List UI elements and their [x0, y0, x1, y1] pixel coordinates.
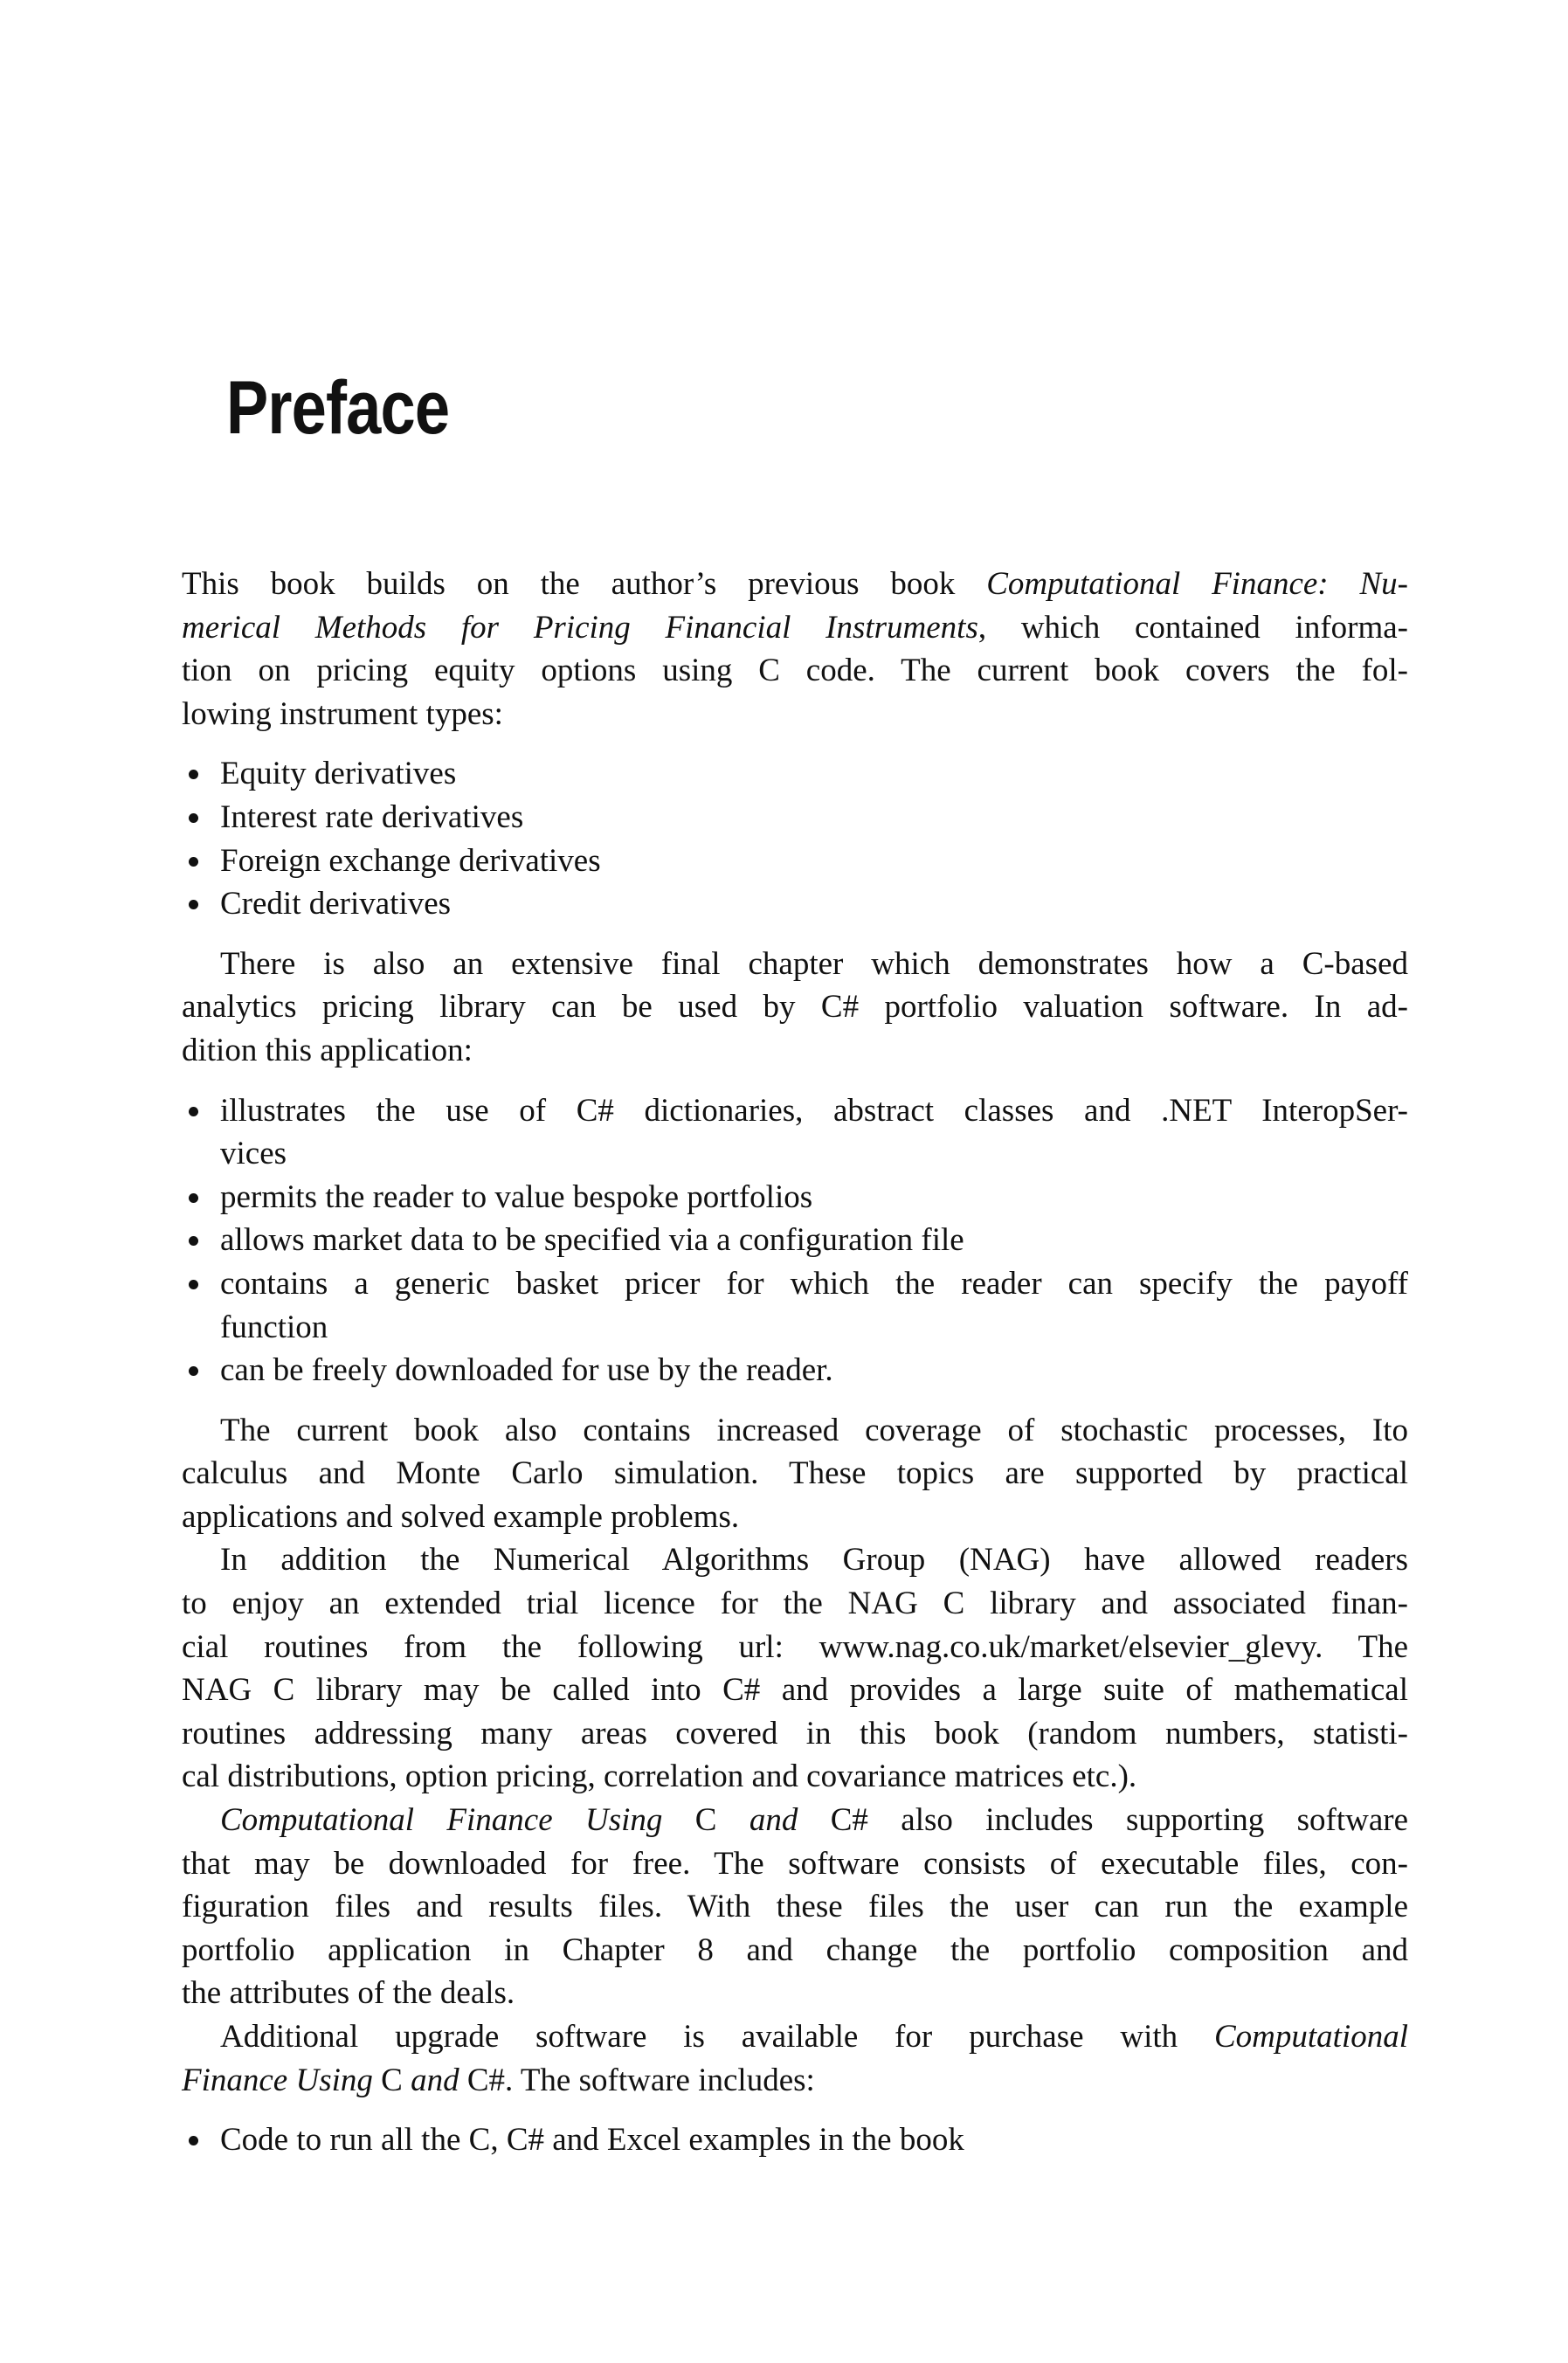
text-span: the attributes of the deals. [182, 1975, 515, 2012]
list-item [182, 2118, 1408, 2162]
text-line [182, 1409, 1408, 1453]
text-line [182, 1029, 1408, 1073]
list-item [182, 1349, 1408, 1392]
text-line [182, 1496, 1408, 1539]
text-line [182, 2015, 1408, 2059]
text-line: can be freely downloaded for use by the reader. [220, 1352, 833, 1389]
bullet-icon [189, 1107, 198, 1116]
page-title: Preface [226, 366, 450, 450]
italic-text: and [411, 2062, 459, 2098]
paragraph [182, 2015, 1408, 2102]
text-line [182, 1842, 1408, 1886]
list-item [182, 1176, 1408, 1220]
text-line: allows market data to be specified via a configuration file [220, 1222, 964, 1259]
bullet-list [182, 2118, 1408, 2162]
text-line: Equity derivatives [220, 756, 457, 792]
text-line [182, 1799, 1408, 1842]
list-item [182, 1219, 1408, 1262]
list-item [182, 752, 1408, 796]
italic-text: Finance Using [182, 2062, 382, 2098]
italic-text: merical Methods for Pricing Financial Instruments [182, 609, 978, 646]
text-line [182, 1452, 1408, 1496]
bullet-icon [189, 813, 198, 823]
paragraph [182, 1409, 1408, 1539]
text-line [182, 1538, 1408, 1582]
text-span: The current book also contains increased coverage of stochastic processes, Ito [220, 1412, 1408, 1448]
bullet-icon [189, 2136, 198, 2145]
italic-text: and [749, 1802, 798, 1839]
text-line [182, 1712, 1408, 1756]
text-line [182, 693, 1408, 736]
text-line [182, 943, 1408, 986]
list-item [182, 1089, 1408, 1176]
text-span: C# also includes supporting software [798, 1802, 1408, 1839]
text-span: tion on pricing equity options using C code. The current book covers the fol- [182, 653, 1408, 689]
bullet-icon [189, 1236, 198, 1246]
text-span: analytics pricing library can be used by C# portfolio valuation software. In ad- [182, 989, 1408, 1026]
text-span: This book builds on the author’s previous book [182, 566, 987, 602]
text-line [182, 563, 1408, 606]
bullet-icon [189, 770, 198, 779]
text-span: figuration files and results files. With these files the user can run the example [182, 1889, 1408, 1925]
paragraph [182, 563, 1408, 736]
list-item [182, 882, 1408, 926]
italic-text: Computational Finance: Nu- [986, 566, 1408, 602]
bullet-list [182, 1089, 1408, 1392]
text-line: Interest rate derivatives [220, 798, 524, 835]
text-span: C#. The software includes: [459, 2062, 815, 2098]
paragraph [182, 1538, 1408, 1799]
bullet-icon [189, 857, 198, 867]
text-line [182, 985, 1408, 1029]
text-span: In addition the Numerical Algorithms Group (NAG) have allowed readers [220, 1542, 1408, 1579]
text-line: illustrates the use of C# dictionaries, abstract classes and .NET InteropSer- [220, 1092, 1408, 1129]
text-span: applications and solved example problems. [182, 1498, 740, 1535]
text-line: vices [220, 1136, 287, 1172]
text-span: cial routines from the following url: www.nag.co.uk/market/elsevier_glevy. The [182, 1628, 1408, 1665]
text-line [182, 1755, 1408, 1799]
text-span: routines addressing many areas covered in this book (random numbers, statisti- [182, 1715, 1408, 1752]
text-line [182, 606, 1408, 650]
italic-text: Computational [1213, 2019, 1408, 2055]
bullet-icon [189, 1366, 198, 1376]
text-line [182, 2059, 1408, 2103]
text-span: cal distributions, option pricing, correlation and covariance matrices etc.). [182, 1758, 1137, 1795]
text-line [182, 1929, 1408, 1973]
text-span: to enjoy an extended trial licence for the NAG C library and associated finan- [182, 1586, 1408, 1622]
text-line: Code to run all the C, C# and Excel examples in the book [220, 2122, 964, 2159]
text-line [182, 1582, 1408, 1626]
bullet-icon [189, 1193, 198, 1203]
text-line: Foreign exchange derivatives [220, 842, 601, 879]
text-span: C [694, 1802, 749, 1839]
preface-body [182, 563, 1408, 2179]
text-line: permits the reader to value bespoke portfolios [220, 1178, 813, 1215]
text-line: function [220, 1309, 328, 1345]
bullet-icon [189, 1280, 198, 1289]
list-item [182, 796, 1408, 839]
list-item [182, 1262, 1408, 1349]
text-span: portfolio application in Chapter 8 and change the portfolio composition and [182, 1931, 1408, 1968]
text-span: , which contained informa- [977, 609, 1408, 646]
italic-text: Computational Finance Using [220, 1802, 695, 1839]
text-span: NAG C library may be called into C# and provides a large suite of mathematical [182, 1672, 1408, 1709]
text-span: dition this application: [182, 1032, 473, 1068]
text-span: lowing instrument types: [182, 695, 503, 732]
text-span: Additional upgrade software is available for purchase with [220, 2019, 1214, 2055]
text-span: There is also an extensive final chapter which demonstrates how a C-based [220, 945, 1408, 982]
text-line [182, 649, 1408, 693]
paragraph [182, 1799, 1408, 2015]
list-item [182, 839, 1408, 883]
text-span: calculus and Monte Carlo simulation. These topics are supported by practical [182, 1455, 1408, 1492]
text-line [182, 1669, 1408, 1712]
text-line [182, 1885, 1408, 1929]
paragraph [182, 943, 1408, 1073]
text-line: Credit derivatives [220, 886, 452, 922]
bullet-list [182, 752, 1408, 925]
text-span: C [381, 2062, 411, 2098]
text-line [182, 1626, 1408, 1669]
text-line [182, 1972, 1408, 2015]
bullet-icon [189, 900, 198, 909]
text-span: that may be downloaded for free. The software consists of executable files, con- [182, 1845, 1408, 1882]
text-line: contains a generic basket pricer for which the reader can specify the payoff [220, 1265, 1408, 1302]
